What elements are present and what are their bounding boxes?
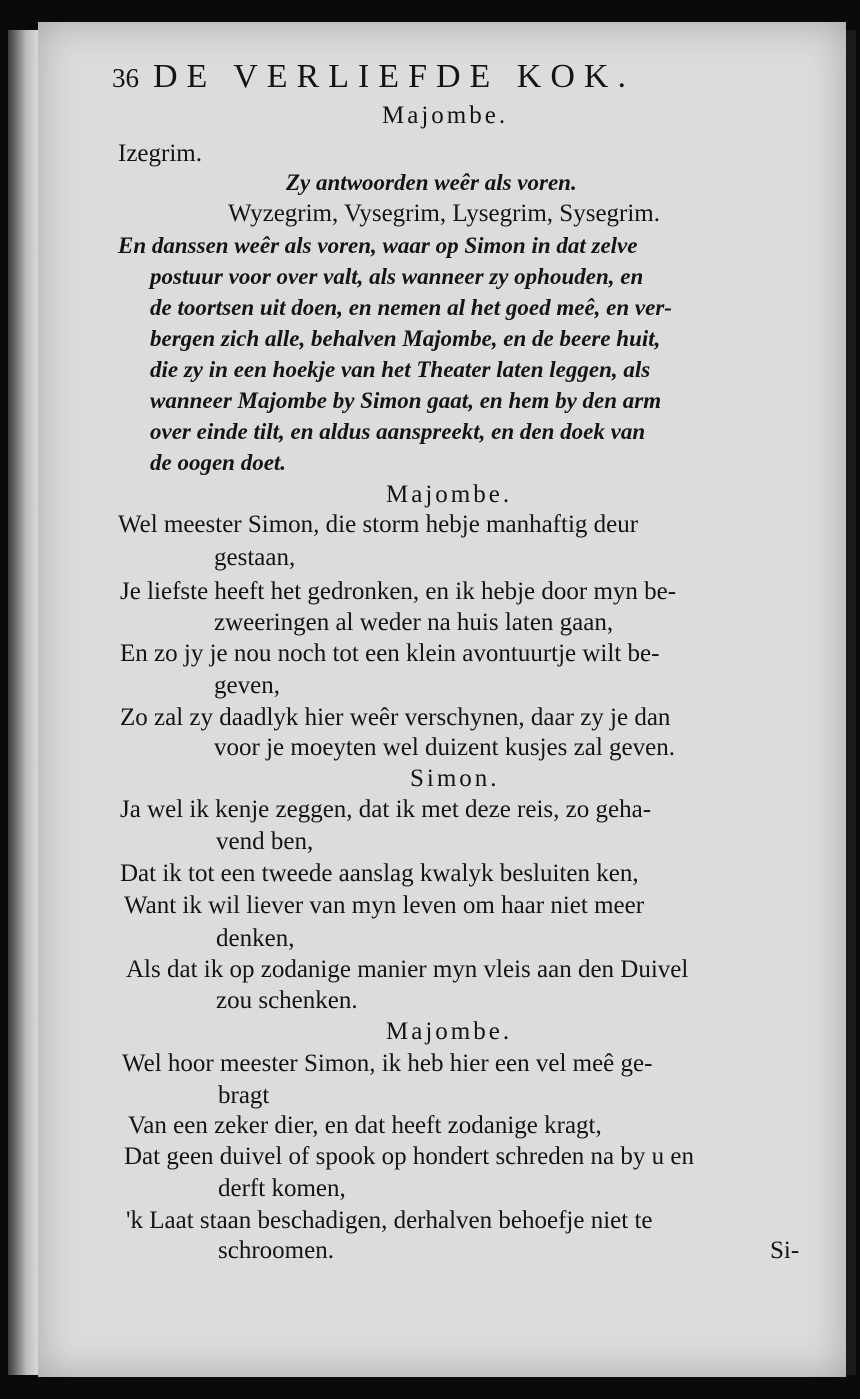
verse-line: zou schenken. <box>216 987 358 1014</box>
stage-direction-line: die zy in een hoekje van het Theater laten leggen, als <box>150 357 651 382</box>
verse-line: Je liefste heeft het gedronken, en ik hebje door myn be- <box>120 578 677 605</box>
catchword: Si- <box>770 1237 800 1264</box>
stage-direction-line: de oogen doet. <box>150 450 287 475</box>
stage-direction-line: bergen zich alle, behalven Majombe, en de beere huit, <box>150 326 661 351</box>
verse-line: Dat geen duivel of spook op hondert schreden na by u en <box>124 1143 694 1170</box>
stage-direction-line: over einde tilt, en aldus aanspreekt, en den doek van <box>150 419 646 444</box>
verse-line: Van een zeker dier, en dat heeft zodanige kragt, <box>128 1112 602 1139</box>
verse-line: 'k Laat staan beschadigen, derhalven behoefje niet te <box>126 1207 653 1234</box>
verse-line: denken, <box>216 925 295 952</box>
verse-line: Wel meester Simon, die storm hebje manhaftig deur <box>118 511 639 538</box>
verse-line: Izegrim. <box>118 140 202 167</box>
verse-line: gestaan, <box>214 544 296 571</box>
page-edge <box>846 30 856 1375</box>
running-header <box>112 58 635 96</box>
verse-line: Zo zal zy daadlyk hier weêr verschynen, daar zy je dan <box>120 704 671 731</box>
verse-line: Wel hoor meester Simon, ik heb hier een vel meê ge- <box>122 1050 653 1077</box>
verse-line: derft komen, <box>218 1175 346 1202</box>
stage-direction-line: Zy antwoorden weêr als voren. <box>286 170 577 195</box>
verse-line: bragt <box>218 1082 270 1109</box>
stage-direction-line: En danssen weêr als voren, waar op Simon in dat zelve <box>118 233 638 258</box>
book-binding <box>8 30 42 1375</box>
speaker-heading: Majombe. <box>386 1018 513 1045</box>
verse-line: Dat ik tot een tweede aanslag kwalyk besluiten ken, <box>120 860 639 887</box>
stage-direction-line: postuur voor over valt, als wanneer zy ophouden, en <box>150 264 644 289</box>
verse-line: Wyzegrim, Vysegrim, Lysegrim, Sysegrim. <box>228 200 661 227</box>
stage-direction-line: wanneer Majombe by Simon gaat, en hem by den arm <box>150 388 662 413</box>
speaker-heading: Majombe. <box>382 102 509 129</box>
verse-line: geven, <box>214 672 280 699</box>
verse-line: Ja wel ik kenje zeggen, dat ik met deze reis, zo geha- <box>120 796 652 823</box>
speaker-heading: Majombe. <box>386 481 513 508</box>
verse-line: schroomen. <box>218 1237 334 1264</box>
verse-line: vend ben, <box>216 828 314 855</box>
running-title: DE VERLIEFDE KOK. <box>153 58 635 95</box>
verse-line: voor je moeyten wel duizent kusjes zal geven. <box>214 734 675 761</box>
verse-line: Als dat ik op zodanige manier myn vleis aan den Duivel <box>126 956 689 983</box>
verse-line: zweeringen al weder na huis laten gaan, <box>214 609 614 636</box>
stage-direction-line: de toortsen uit doen, en nemen al het goed meê, en ver- <box>150 295 672 320</box>
verse-line: En zo jy je nou noch tot een klein avontuurtje wilt be- <box>120 640 660 667</box>
verse-line: Want ik wil liever van myn leven om haar niet meer <box>124 892 645 919</box>
speaker-heading: Simon. <box>410 765 500 792</box>
page-number: 36 <box>112 63 139 93</box>
